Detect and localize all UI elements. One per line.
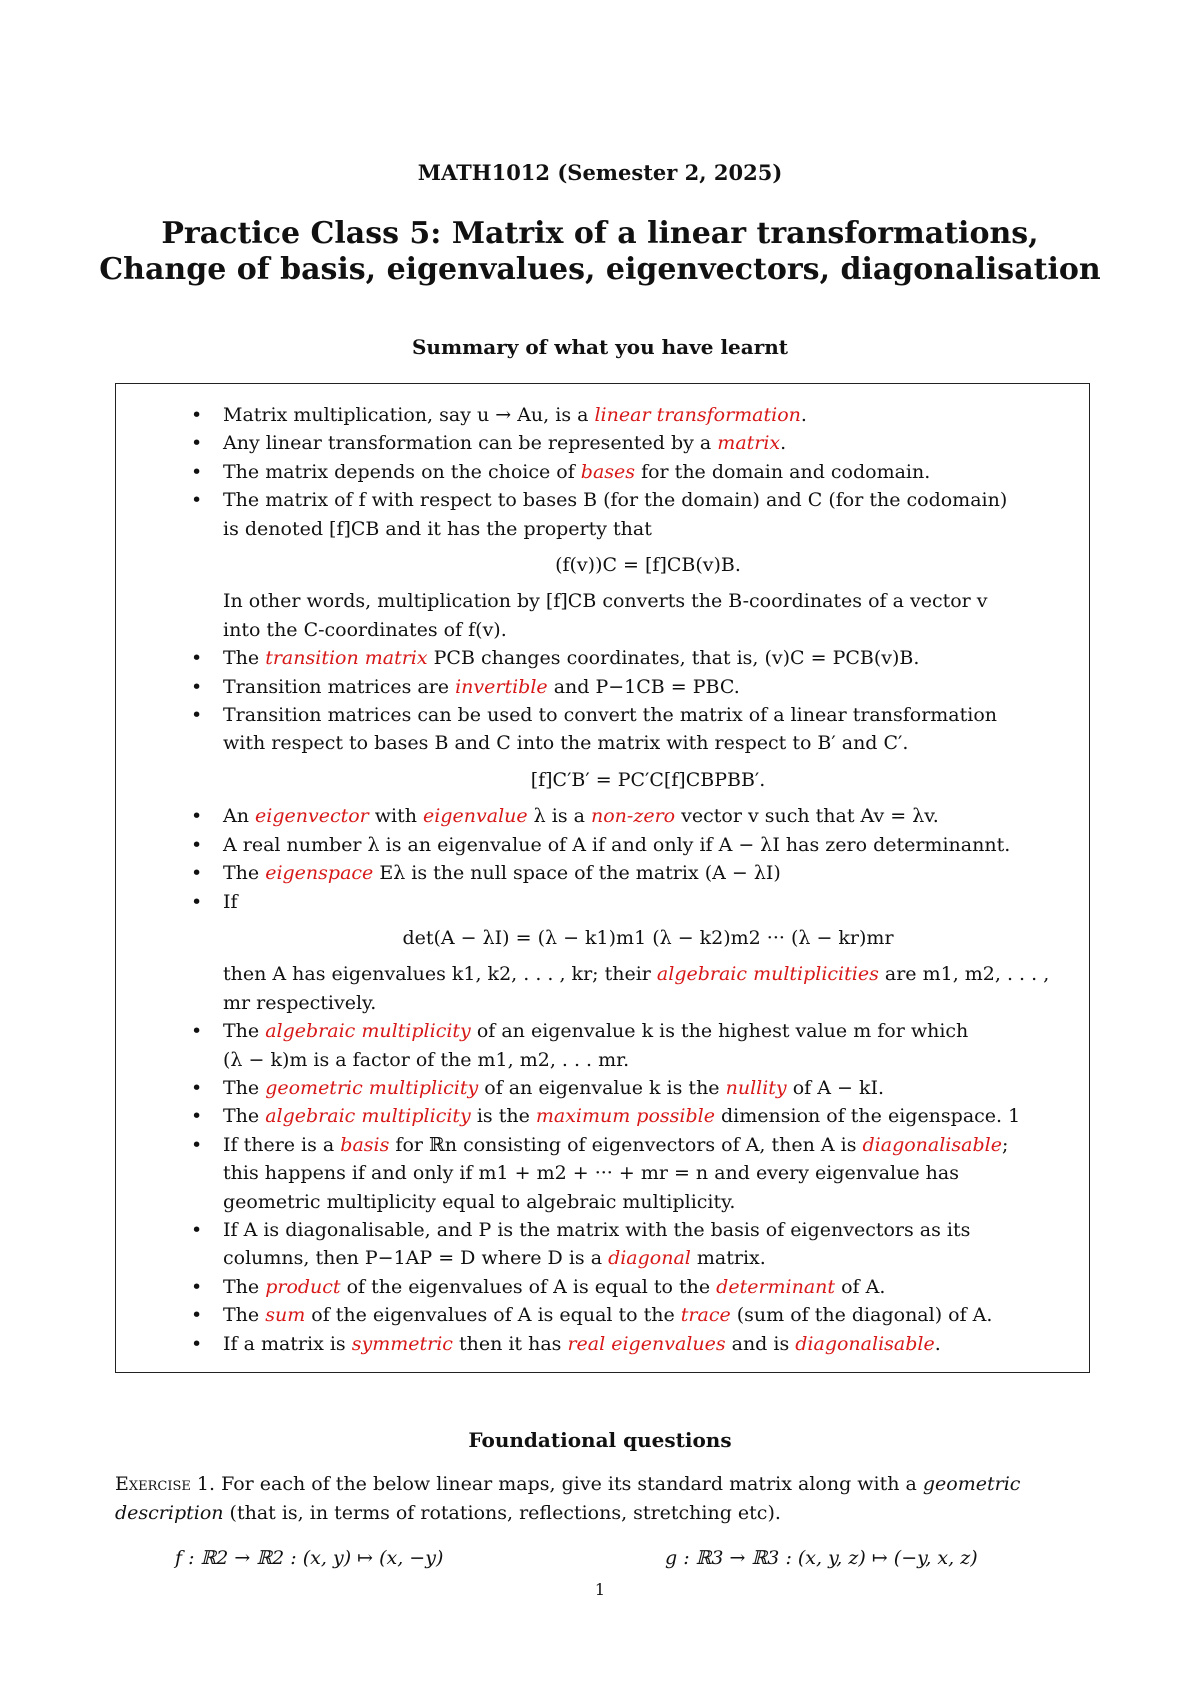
bullet-icon: • — [191, 1304, 203, 1327]
title-line-2: Change of basis, eigenvalues, eigenvectors, diagonalisation — [99, 252, 1101, 287]
bullet-icon: • — [191, 647, 203, 670]
bullet-icon: • — [191, 1076, 203, 1099]
exercise-1: Exercise 1. For each of the below linear maps, give its standard matrix along with a geometric description (that is, in terms of rotations, reflections, stretching etc). — [115, 1473, 1021, 1524]
list-item: • Transition matrices are invertible and P−1CB = PBC. — [183, 673, 1073, 701]
page-number: 1 — [594, 1580, 606, 1599]
list-item: • The transition matrix PCB changes coordinates, that is, (v)C = PCB(v)B. — [183, 644, 1073, 672]
list-item: • If there is a basis for ℝn consisting of eigenvectors of A, then A is diagonalisable; — [183, 1131, 1073, 1159]
list-item: • The sum of the eigenvalues of A is equal to the trace (sum of the diagonal) of A. — [183, 1301, 1073, 1329]
list-item: • The product of the eigenvalues of A is equal to the determinant of A. — [183, 1273, 1073, 1301]
bullet-icon: • — [191, 833, 203, 856]
bullet-icon: • — [191, 1218, 203, 1241]
bullet-icon: • — [191, 1105, 203, 1128]
list-item: • Matrix multiplication, say u → Au, is a linear transformation. — [183, 401, 1073, 429]
list-item: • Any linear transformation can be represented by a matrix. — [183, 429, 1073, 457]
bullet-icon: • — [191, 890, 203, 913]
map-g: g : ℝ3 → ℝ3 : (x, y, z) ↦ (−y, x, z) — [665, 1547, 978, 1569]
bullet-icon: • — [191, 1275, 203, 1298]
page-title — [0, 216, 1200, 288]
bullet-icon: • — [191, 404, 203, 426]
bullet-icon: • — [191, 460, 203, 483]
list-item: • The algebraic multiplicity is the maximum possible dimension of the eigenspace. 1 — [183, 1102, 1073, 1130]
bullet-icon: • — [191, 862, 203, 885]
course-code: MATH1012 (Semester 2, 2025) — [417, 160, 783, 185]
bullet-icon: • — [191, 1133, 203, 1156]
list-item: • The matrix of f with respect to bases B (for the domain) and C (for the codomain) — [183, 486, 1073, 514]
list-item: • If — [183, 888, 1073, 916]
list-item: • The geometric multiplicity of an eigenvalue k is the nullity of A − kI. — [183, 1074, 1073, 1102]
title-line-1: Practice Class 5: Matrix of a linear transformations, — [161, 216, 1039, 251]
bullet-icon: • — [191, 432, 203, 455]
bullet-icon: • — [191, 1020, 203, 1043]
bullet-icon: • — [191, 489, 203, 512]
bullet-icon: • — [191, 805, 203, 828]
section-heading: Foundational questions — [468, 1428, 732, 1452]
equation: det(A − λI) = (λ − k1)m1 (λ − k2)m2 ··· (λ − kr)mr — [402, 926, 894, 949]
summary-heading: Summary of what you have learnt — [411, 335, 789, 359]
list-item: • If A is diagonalisable, and P is the matrix with the basis of eigenvectors as its — [183, 1216, 1073, 1244]
equation: [f]C′B′ = PC′C[f]CBPBB′. — [530, 768, 766, 791]
list-item: • The matrix depends on the choice of bases for the domain and codomain. — [183, 458, 1073, 486]
bullet-icon: • — [191, 704, 203, 727]
summary-list: • Matrix multiplication, say u → Au, is a linear transformation. • Any linear transformation can be represented by a matrix. • The matrix depends on the choice of bases for the domain and codomain. • The matrix of f with respect to bases B (for the domain) and C (for the codomain) is denoted [f]CB and it has the property that (f(v))C = [f]CB(v)B. In other words, multiplication by [f]CB converts the B-coordinates of a vector v into the C-coordinates of f(v). • The transition matrix PCB changes coordinates, that is, (v)C = PCB(v)B. • Transition matrices are invertible and P−1CB = PBC. • Transition matrices can be used to convert the matrix of a linear transformation with respect to bases B and C into the matrix with respect to B′ and C′. [f]C′B′ = PC′C[f]CBPBB′. • An eigenvector with eigenvalue λ is a non-zero vector v such that Av = λv. • A real number λ is an eigenvalue of A if and only if A − λI has zero determinannt. • The eigenspace Eλ is the null space of the matrix (A − λI) • If det(A − λI) = (λ − k1)m1 (λ − k2)m2 ··· (λ − kr)mr then A has eigenvalues k1, k2, . . . , kr; their algebraic multiplicities are m1, m2, . . . , mr respectively. • The algebraic multiplicity of an eigenvalue k is the highest value m for which (λ − k)m is a factor of the m1, m2, . . . mr. • The geometric multiplicity of an eigenvalue k is the nullity of A − kI. • The algebraic multiplicity is the maximum possible dimension of the eigenspace. 1 • If there is a basis for ℝn consisting of eigenvectors of A, then A is diagonalisable; this happens if and only if m1 + m2 + ··· + mr = n and every eigenvalue has geometric multiplicity equal to algebraic multiplicity. • If A is diagonalisable, and P is the matrix with the basis of eigenvectors as its columns, then P−1AP = D where D is a diagonal matrix. • The product of the eigenvalues of A is equal to the determinant of A. • The sum of the eigenvalues of A is equal to the trace (sum of the diagonal) of A. • If a matrix is symmetric then it has real eigenvalues and is diagonalisable. — [183, 401, 1073, 1358]
list-item: • The eigenspace Eλ is the null space of the matrix (A − λI) — [183, 859, 1073, 887]
bullet-icon: • — [191, 1332, 203, 1355]
list-item: • Transition matrices can be used to convert the matrix of a linear transformation — [183, 701, 1073, 729]
exercise-label: Exercise 1. — [115, 1473, 216, 1495]
list-item: • A real number λ is an eigenvalue of A if and only if A − λI has zero determinannt. — [183, 831, 1073, 859]
list-item: • The algebraic multiplicity of an eigenvalue k is the highest value m for which — [183, 1017, 1073, 1045]
equation: (f(v))C = [f]CB(v)B. — [555, 554, 741, 577]
list-item: • If a matrix is symmetric then it has real eigenvalues and is diagonalisable. — [183, 1330, 1073, 1358]
list-item: • An eigenvector with eigenvalue λ is a non-zero vector v such that Av = λv. — [183, 802, 1073, 830]
bullet-icon: • — [191, 675, 203, 698]
map-f: f : ℝ2 → ℝ2 : (x, y) ↦ (x, −y) — [175, 1547, 444, 1569]
